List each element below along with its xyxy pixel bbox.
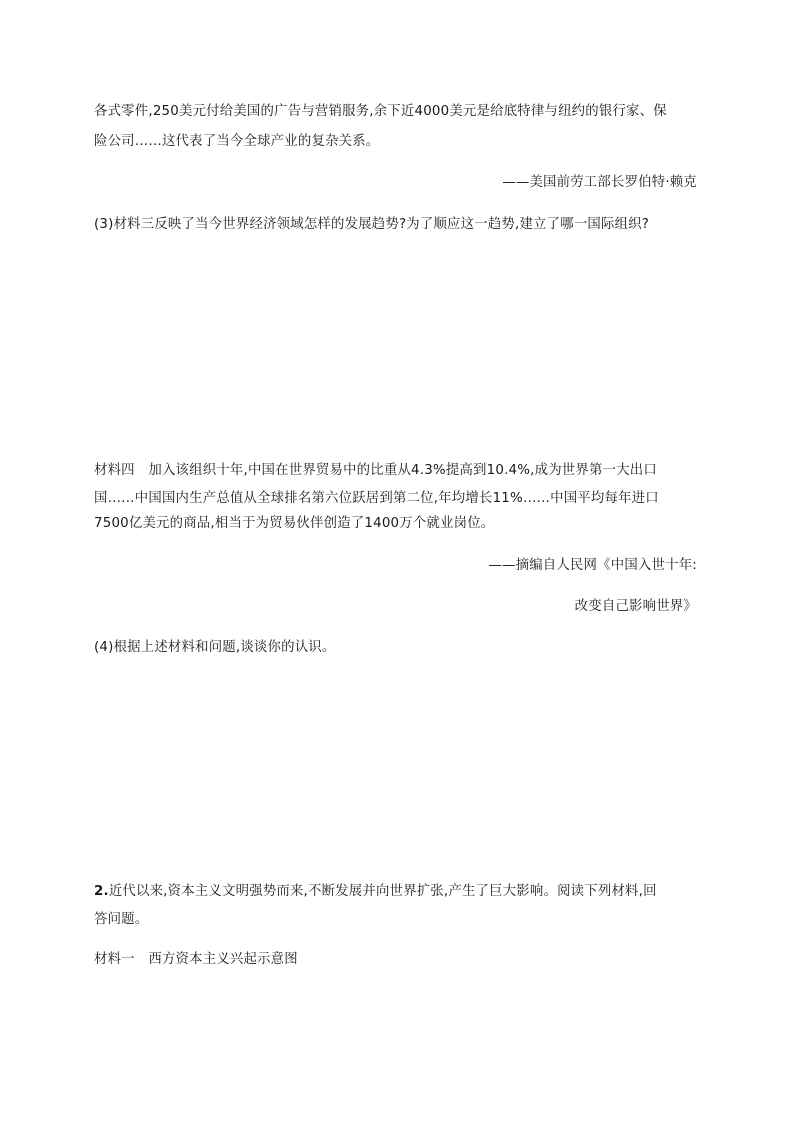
problem-2-line-2: 答问题。 — [94, 912, 149, 927]
problem-2-text: 近代以来,资本主义文明强势而来,不断发展并向世界扩张,产生了巨大影响。阅读下列材料,回 — [108, 884, 657, 899]
material3-line-2: 险公司……这代表了当今全球产业的复杂关系。 — [94, 134, 380, 149]
material4-line-1: 材料四 加入该组织十年,中国在世界贸易中的比重从4.3%提高到10.4%,成为世界第一大出口 — [94, 463, 657, 478]
question-3: (3)材料三反映了当今世界经济领域怎样的发展趋势?为了顺应这一趋势,建立了哪一国际组织? — [94, 217, 650, 232]
question-4: (4)根据上述材料和问题,谈谈你的认识。 — [94, 640, 336, 655]
material3-line-1: 各式零件,250美元付给美国的广告与营销服务,余下近4000美元是给底特律与纽约的银行家、保 — [94, 104, 667, 119]
problem-2-number: 2. — [94, 884, 109, 899]
material4-line-2: 国……中国国内生产总值从全球排名第六位跃居到第二位,年均增长11%……中国平均每年进口 — [94, 491, 659, 506]
material3-source: ——美国前劳工部长罗伯特·赖克 — [502, 175, 697, 190]
problem-2-line-1 — [94, 880, 657, 899]
material4-source-2: 改变自己影响世界》 — [574, 599, 697, 614]
material1-title: 材料一 西方资本主义兴起示意图 — [94, 952, 298, 967]
material4-source-1: ——摘编自人民网《中国入世十年: — [488, 558, 697, 573]
material4-line-3: 7500亿美元的商品,相当于为贸易伙伴创造了1400万个就业岗位。 — [94, 516, 495, 531]
